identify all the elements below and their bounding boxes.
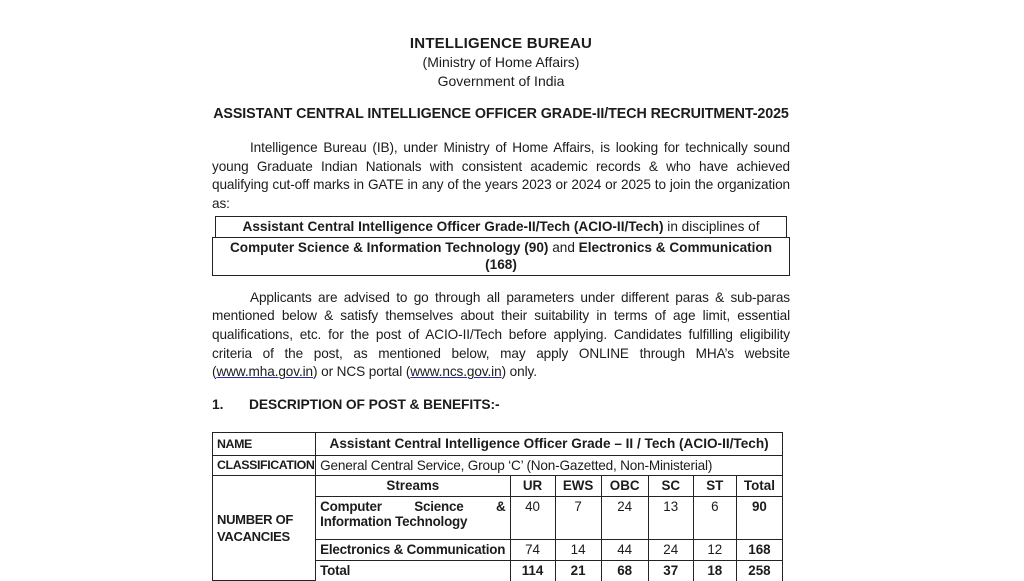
discipline-joiner: and [548,239,579,255]
column-header-ews: EWS [555,475,601,496]
csit-obc: 24 [601,496,648,539]
stream-total-label: Total [316,560,510,581]
ec-total: 168 [736,539,782,560]
total-total: 258 [736,560,782,581]
column-header-st: ST [693,475,736,496]
column-header-total: Total [736,475,782,496]
intro-text: Intelligence Bureau (IB), under Ministry of Home Affairs, is looking for technically sound young Graduate Indian Nationals with consistent academic records & who have achieved qualifying cut-off marks in GATE in any of the years 2023 or 2024 or 2025 to join the organization as: [212,140,790,211]
ec-st: 12 [693,539,736,560]
org-name: INTELLIGENCE BUREAU [409,35,593,52]
classification-label: CLASSIFICATION [213,455,316,475]
total-ur: 114 [510,560,555,581]
document-title: ASSISTANT CENTRAL INTELLIGENCE OFFICER GRADE-II/TECH RECRUITMENT-2025 [213,106,789,122]
discipline-csit: Computer Science & Information Technology (90) [229,239,549,255]
post-box-line-1 [215,216,787,238]
ec-obc: 44 [601,539,648,560]
vacancies-label: NUMBER OF VACANCIES [213,475,316,581]
name-label: NAME [213,432,316,455]
table-row-classification [213,455,783,475]
section-1-title: DESCRIPTION OF POST & BENEFITS:- [249,396,500,412]
ec-ur: 74 [510,539,555,560]
csit-sc: 13 [648,496,693,539]
post-announcement-box [212,216,790,275]
classification-value: General Central Service, Group ‘C’ (Non-Gazetted, Non-Ministerial) [316,455,783,475]
ec-ews: 14 [555,539,601,560]
name-value: Assistant Central Intelligence Officer Grade – II / Tech (ACIO-II/Tech) [316,432,783,455]
csit-st: 6 [693,496,736,539]
org-ministry: (Ministry of Home Affairs) [422,54,580,70]
advisory-text-3: ) only. [501,364,537,380]
csit-ews: 7 [555,496,601,539]
column-header-obc: OBC [601,475,648,496]
discipline-ec: Electronics & Communication (168) [485,239,773,272]
table-row-name [213,432,783,455]
advisory-paragraph [212,289,790,382]
post-box-line-2 [212,237,790,276]
advisory-text-2: ) or NCS portal ( [313,364,411,380]
total-sc: 37 [648,560,693,581]
mha-website-link[interactable]: www.mha.gov.in [216,364,314,380]
section-1-number: 1. [212,396,224,412]
ncs-portal-link[interactable]: www.ncs.gov.in [410,364,502,380]
table-row-column-headers [213,475,783,496]
column-header-sc: SC [648,475,693,496]
column-header-streams: Streams [316,475,510,496]
csit-ur: 40 [510,496,555,539]
post-name-bold: Assistant Central Intelligence Officer Grade-II/Tech (ACIO-II/Tech) [242,219,664,235]
advisory-text-1: Applicants are advised to go through all parameters under different paras & sub-paras mentioned below & satisfy themselves about their suitability in terms of age limit, essential qualifications, etc. for the post of ACIO-II/Tech before applying. Candidates fulfilling eligibility criteria of the post, as mentioned below, may apply ONLINE through MHA’s website ( [212,289,790,380]
total-obc: 68 [601,560,648,581]
total-st: 18 [693,560,736,581]
section-1-heading [212,397,790,412]
document-page [212,0,790,581]
stream-ec: Electronics & Communication [316,539,510,560]
column-header-ur: UR [510,475,555,496]
ec-sc: 24 [648,539,693,560]
total-ews: 21 [555,560,601,581]
post-name-rest: in disciplines of [663,219,760,235]
intro-paragraph [212,139,790,213]
post-benefits-table [212,432,783,581]
org-government: Government of India [437,72,565,89]
stream-csit: Computer Science & Information Technology [316,496,510,539]
csit-total: 90 [736,496,782,539]
